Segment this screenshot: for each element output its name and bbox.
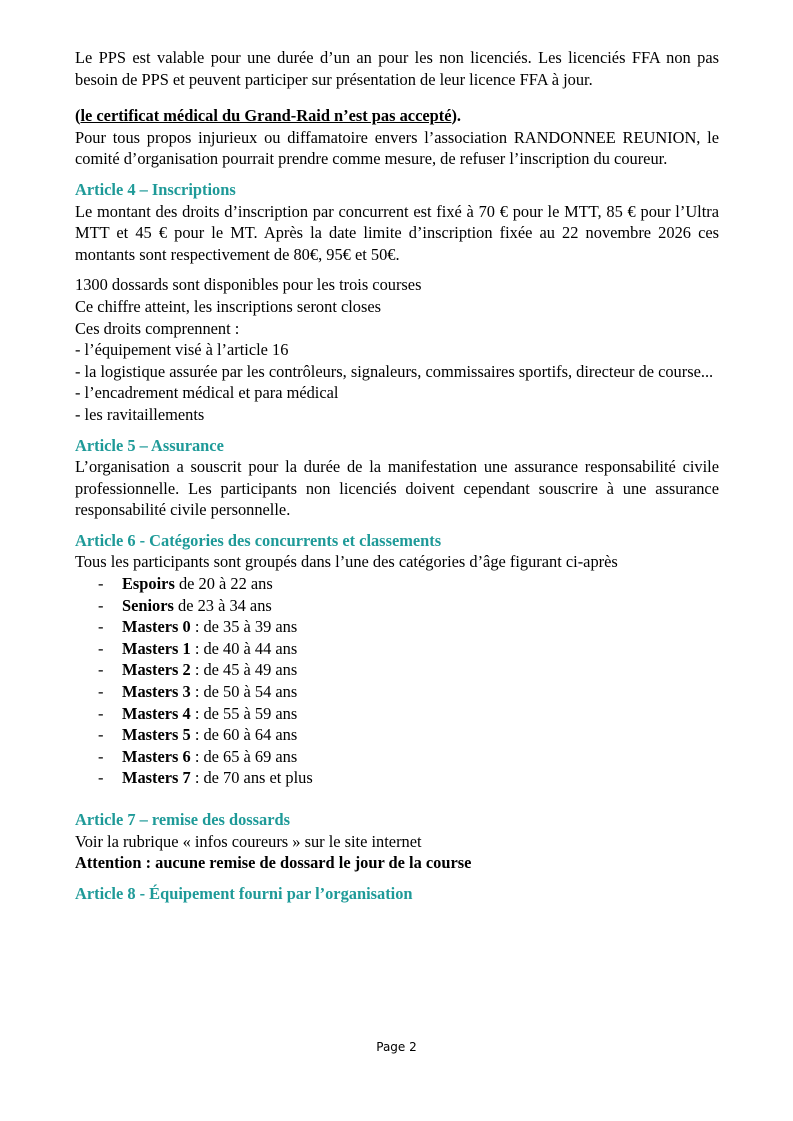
article-4-line: - l’équipement visé à l’article 16 bbox=[75, 340, 289, 360]
article-4-line: - l’encadrement médical et para médical bbox=[75, 383, 339, 403]
article-4-line: - la logistique assurée par les contrôleurs, signaleurs, commissaires sportifs, directeur de course... bbox=[75, 361, 714, 381]
article-4-line: 1300 dossards sont disponibles pour les trois courses bbox=[75, 275, 422, 295]
list-item: - Masters 5 : de 60 à 64 ans bbox=[98, 724, 719, 746]
list-item: - Masters 3 : de 50 à 54 ans bbox=[98, 681, 719, 703]
certificate-notice: (le certificat médical du Grand-Raid n’est pas accepté). bbox=[75, 106, 462, 126]
article-4-fees-paragraph: Le montant des droits d’inscription par concurrent est fixé à 70 € pour le MTT, 85 € pour l’Ultra MTT et 45 € pour le MT. Après la date limite d’inscription fixée au 22 novembre 2026 ces montants sont respectivement de 80€, 95€ et 50€. bbox=[75, 201, 719, 264]
article-5-heading: Article 5 – Assurance bbox=[75, 435, 224, 455]
article-4-details bbox=[75, 274, 719, 425]
article-6-heading: Article 6 - Catégories des concurrents et classements bbox=[75, 530, 442, 550]
pps-paragraph: Le PPS est valable pour une durée d’un an pour les non licenciés. Les licenciés FFA non pas besoin de PPS et peuvent participer sur présentation de leur licence FFA à jour. bbox=[75, 48, 719, 89]
certificate-notice-underlined: le certificat médical du Grand-Raid n’est pas accepté bbox=[80, 106, 452, 126]
article-4-heading: Article 4 – Inscriptions bbox=[75, 179, 236, 199]
article-8-heading: Article 8 - Équipement fourni par l’organisation bbox=[75, 883, 413, 903]
article-6-intro: Tous les participants sont groupés dans l’une des catégories d’âge figurant ci-après bbox=[75, 552, 618, 572]
article-5-paragraph: L’organisation a souscrit pour la durée de la manifestation une assurance responsabilité civile professionnelle. Les participants non licenciés doivent cependant souscrire à une assurance responsabilité civile personnelle. bbox=[75, 457, 719, 520]
list-item: - Masters 2 : de 45 à 49 ans bbox=[98, 659, 719, 681]
article-7-paragraph: Voir la rubrique « infos coureurs » sur le site internet bbox=[75, 831, 422, 851]
list-item: - Masters 6 : de 65 à 69 ans bbox=[98, 746, 719, 768]
article-4-line: Ce chiffre atteint, les inscriptions seront closes bbox=[75, 296, 382, 316]
article-4-line: - les ravitaillements bbox=[75, 404, 205, 424]
article-7-heading: Article 7 – remise des dossards bbox=[75, 810, 291, 829]
article-7-warning: Attention : aucune remise de dossard le jour de la course bbox=[75, 853, 472, 873]
conduct-paragraph: Pour tous propos injurieux ou diffamatoire envers l’association RANDONNEE REUNION, le comité d’organisation pourrait prendre comme mesure, de refuser l’inscription du coureur. bbox=[75, 127, 719, 169]
article-4-line: Ces droits comprennent : bbox=[75, 318, 240, 338]
list-item: - Masters 0 : de 35 à 39 ans bbox=[98, 616, 719, 638]
list-item: - Espoirs de 20 à 22 ans bbox=[98, 573, 719, 595]
age-category-list bbox=[75, 573, 719, 789]
document-page bbox=[75, 47, 719, 904]
list-item: - Seniors de 23 à 34 ans bbox=[98, 595, 719, 617]
list-item: - Masters 1 : de 40 à 44 ans bbox=[98, 638, 719, 660]
page-number: Page 2 bbox=[376, 1040, 417, 1054]
list-item: - Masters 4 : de 55 à 59 ans bbox=[98, 703, 719, 725]
list-item: - Masters 7 : de 70 ans et plus bbox=[98, 767, 719, 789]
